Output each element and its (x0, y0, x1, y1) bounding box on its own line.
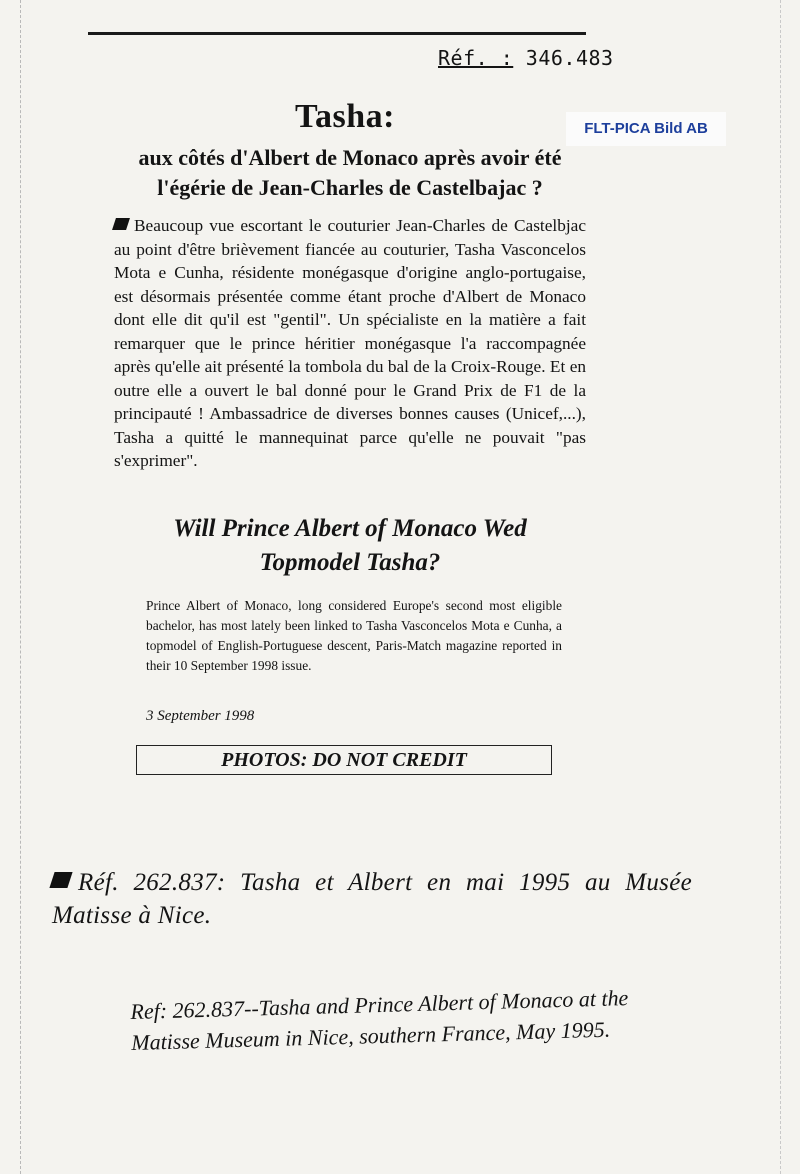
top-rule (88, 32, 586, 35)
reference-label: Réf. : (438, 46, 514, 70)
subtitle-line-1: aux côtés d'Albert de Monaco après avoir été (138, 145, 562, 170)
french-article-body (114, 214, 586, 473)
photo-reference-french-text: Réf. 262.837: Tasha et Albert en mai 1995 au Musée Matisse à Nice. (52, 869, 692, 929)
headline-line-1: Will Prince Albert of Monaco Wed (173, 515, 527, 542)
french-body-text: Beaucoup vue escortant le couturier Jean-Charles de Castelbjac au point d'être brièvement fiancée au couturier, Tasha Vasconcelos Mota e Cunha, résidente monégasque d'origine anglo-portugaise, est désormais présentée comme étant proche d'Albert de Monaco dont elle dit qu'il est "gentil". Un spécialiste en la matière a fait remarquer que le prince héritier monégasque l'a raccompagnée après qu'elle ait présenté la tombola du bal de la Croix-Rouge. Et en outre elle a ouvert le bal donné pour le Grand Prix de F1 de la principauté ! Ambassadrice de diverses bonnes causes (Unicef,...), Tasha a quitté le mannequinat parce qu'elle ne pouvait "pas s'exprimer". (114, 216, 586, 470)
reference-number (438, 46, 614, 70)
english-headline (130, 512, 570, 580)
english-article-body: Prince Albert of Monaco, long considered Europe's second most eligible bachelor, has most lately been linked to Tasha Vasconcelos Mota e Cunha, a topmodel of English-Portuguese descent, Paris-Match magazine reported in their 10 September 1998 issue. (146, 598, 562, 673)
agency-stamp: FLT-PICA Bild AB (566, 112, 726, 146)
photo-reference-english (130, 980, 692, 1058)
square-bullet-icon (112, 218, 130, 230)
photo-reference-french (52, 866, 692, 932)
square-bullet-icon (49, 872, 72, 888)
article-date: 3 September 1998 (146, 708, 255, 724)
photo-reference-english-line-1: Ref: 262.837--Tasha and Prince Albert of Monaco at the (130, 985, 629, 1024)
article-title: Tasha: (294, 98, 396, 135)
subtitle-line-2: l'égérie de Jean-Charles de Castelbajac ? (157, 175, 543, 200)
reference-value: 346.483 (525, 46, 614, 70)
photo-reference-english-line-2: Matisse Museum in Nice, southern France, May 1995. (130, 1016, 611, 1055)
headline-line-2: Topmodel Tasha? (259, 549, 441, 576)
scan-edge-left (20, 0, 22, 1174)
scan-edge-right (780, 0, 782, 1174)
article-subtitle (70, 143, 630, 203)
photo-credit-notice: PHOTOS: DO NOT CREDIT (136, 745, 552, 775)
